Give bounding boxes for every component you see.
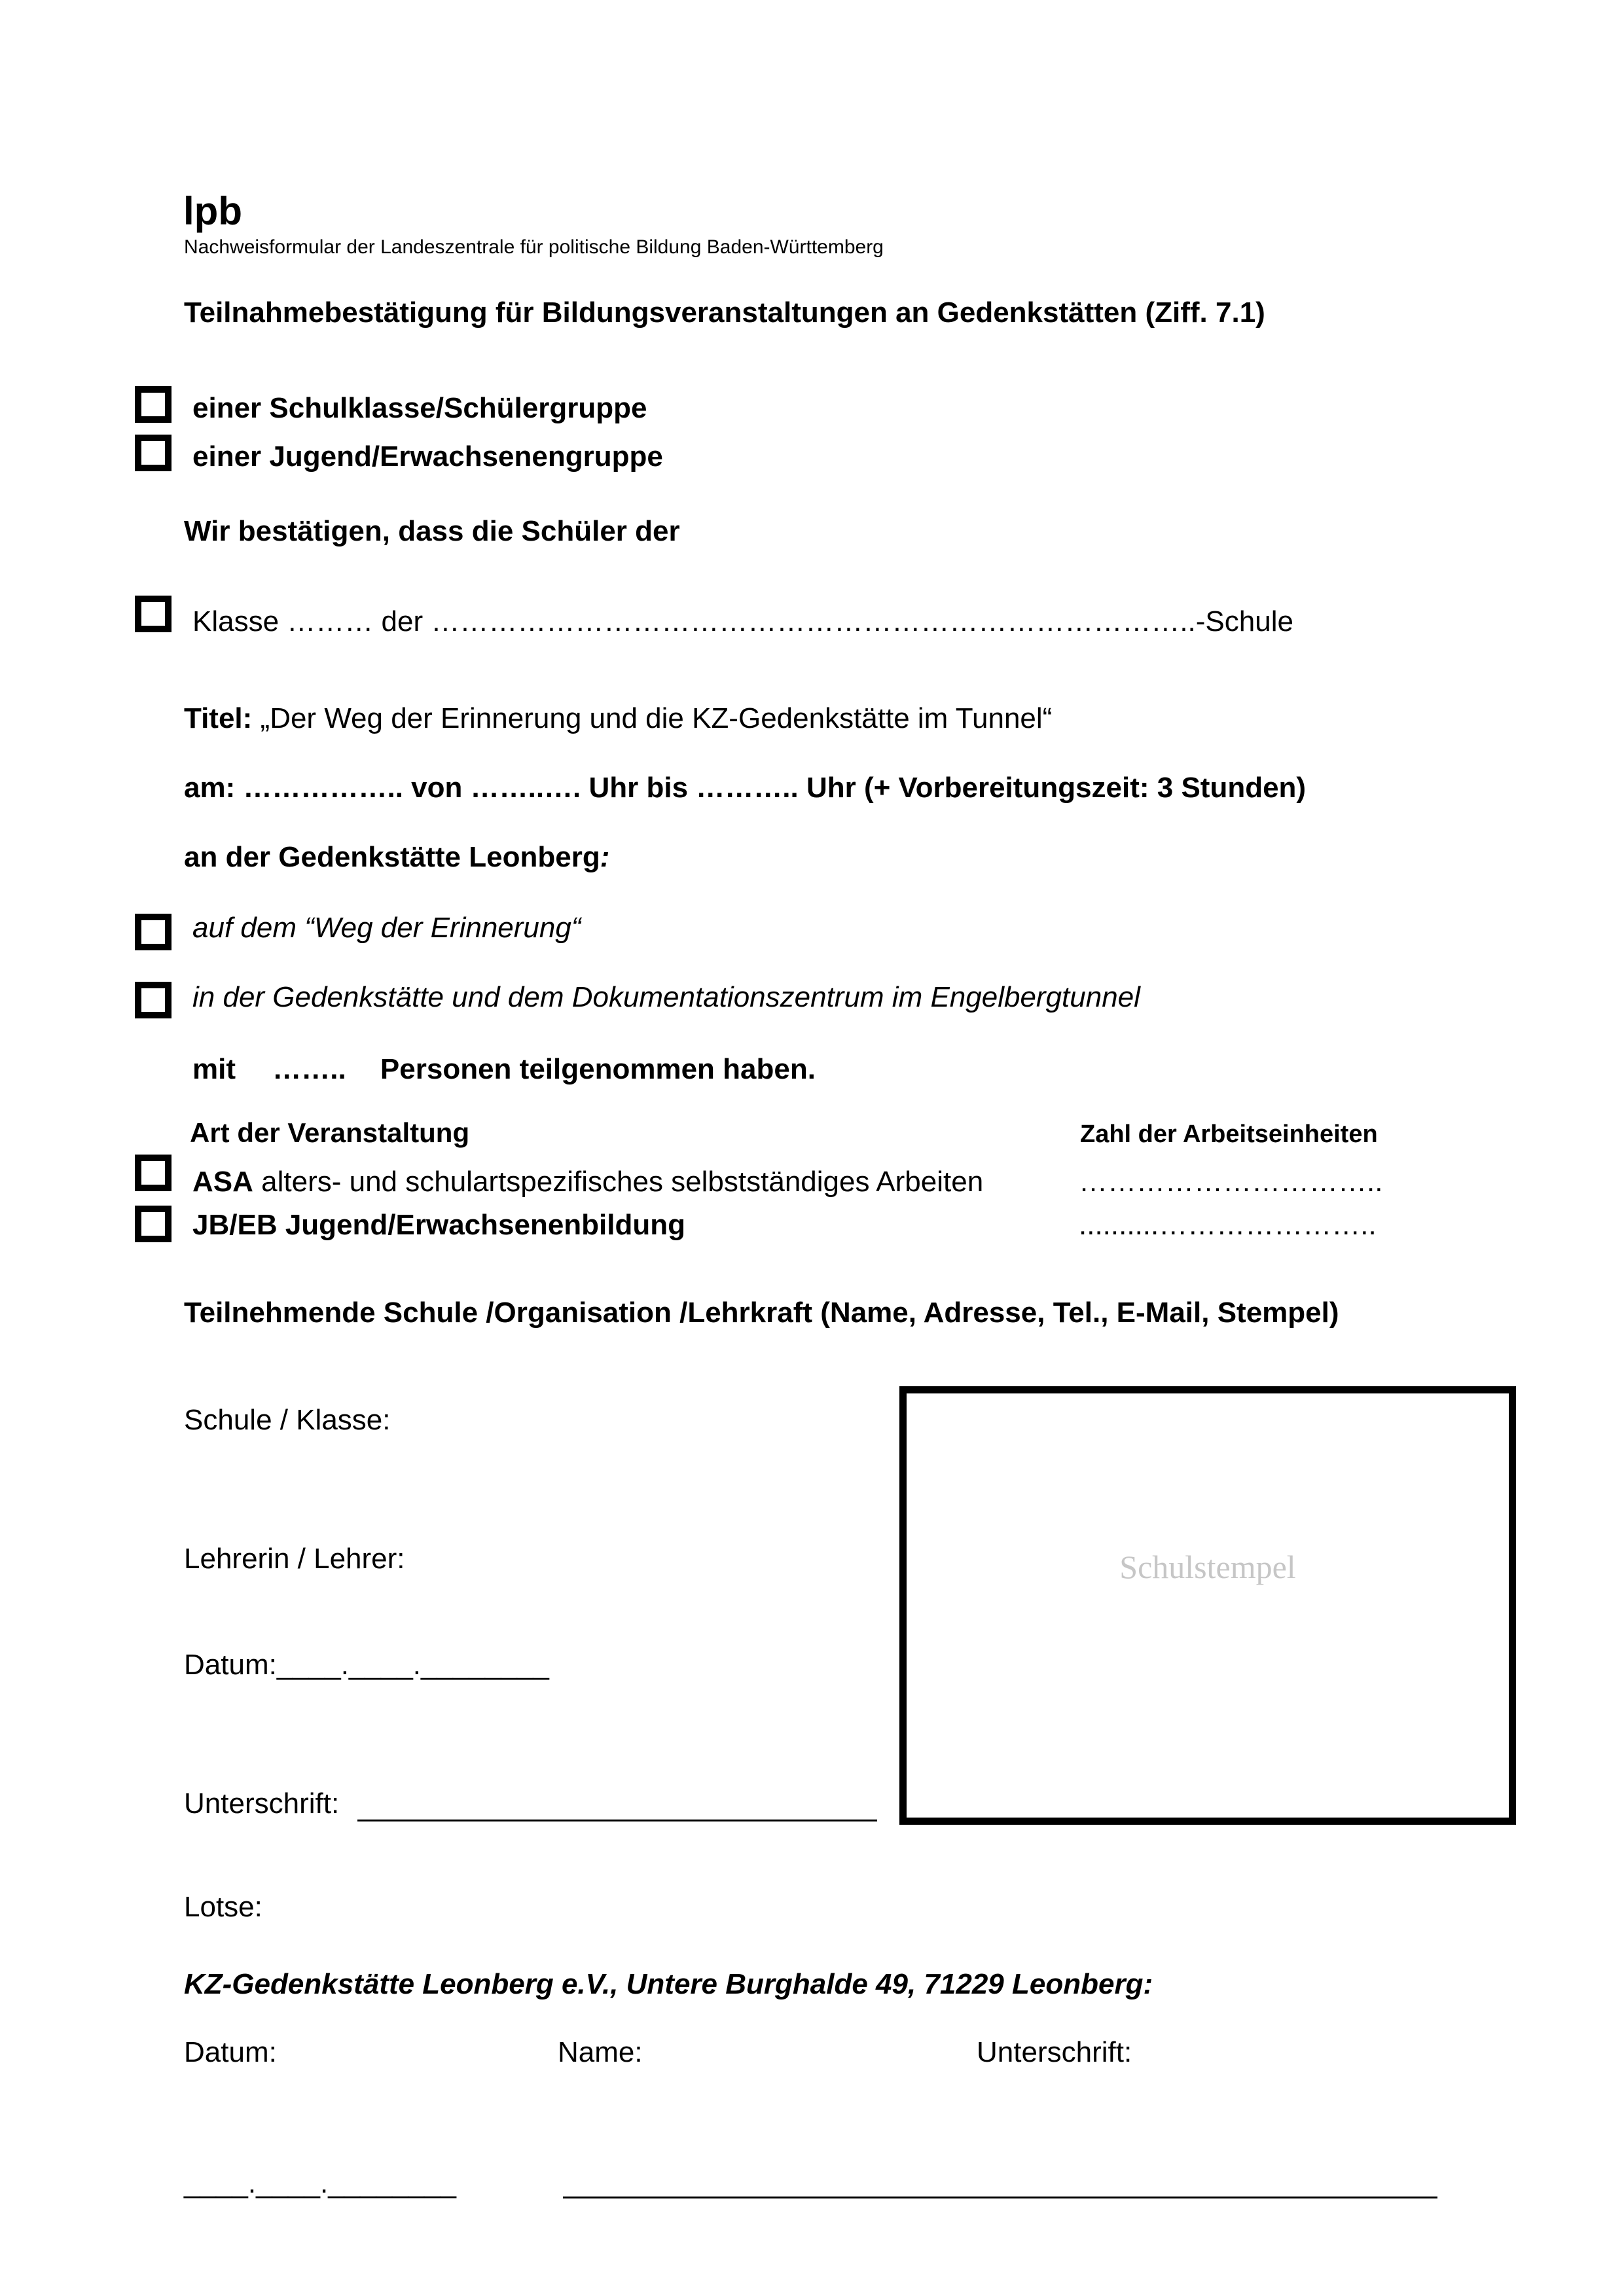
school-class-label: Schule / Klasse: <box>184 1404 391 1436</box>
klasse-checkbox[interactable] <box>135 596 171 632</box>
guide-label: Lotse: <box>184 1891 262 1923</box>
title-line <box>184 702 1052 736</box>
jbeb-label: Jugend/Erwachsenenbildung <box>277 1209 686 1241</box>
asa-label: alters- und schulartspezifisches selbstständiges Arbeiten <box>253 1166 984 1198</box>
date-time-line: am: …………….. von ……..…. Uhr bis ……….. Uhr (+ Vorbereitungszeit: 3 Stunden) <box>184 772 1307 804</box>
title-label: Titel: <box>184 702 253 734</box>
weg-erinnerung-label: auf dem “Weg der Erinnerung“ <box>192 912 581 944</box>
work-units-header: Zahl der Arbeitseinheiten <box>1080 1121 1378 1148</box>
guide-name-signature-line[interactable] <box>563 2197 1437 2198</box>
engelbergtunnel-checkbox[interactable] <box>135 982 171 1018</box>
klasse-schule-line: Klasse ……… der ……………………………………………………………………..-Schule <box>192 605 1293 637</box>
asa-units-blank: ………………………….. <box>1079 1166 1383 1198</box>
jbeb-units-blank: ..........………………….. <box>1079 1209 1377 1241</box>
title-value: „Der Weg der Erinnerung und die KZ-Gedenkstätte im Tunnel“ <box>252 702 1053 734</box>
jbeb-checkbox[interactable] <box>135 1206 171 1242</box>
participants-prefix: mit <box>192 1053 236 1085</box>
guide-signature-label: Unterschrift: <box>977 2036 1132 2068</box>
engelbergtunnel-label: in der Gedenkstätte und dem Dokumentationszentrum im Engelbergtunnel <box>192 981 1140 1013</box>
confirmation-intro: Wir bestätigen, dass die Schüler der <box>184 515 680 547</box>
guide-organization-colon: : <box>1143 1968 1153 2000</box>
guide-date-label: Datum: <box>184 2036 277 2068</box>
guide-name-label: Name: <box>558 2036 643 2068</box>
teacher-label: Lehrerin / Lehrer: <box>184 1543 405 1575</box>
jbeb-code: JB/EB <box>192 1209 278 1241</box>
jugendgruppe-checkbox[interactable] <box>135 435 171 471</box>
form-title: Teilnahmebestätigung für Bildungsveranstaltungen an Gedenkstätten (Ziff. 7.1) <box>184 296 1265 329</box>
jbeb-option <box>192 1208 685 1242</box>
school-date-field[interactable]: Datum:____.____.________ <box>184 1649 549 1681</box>
school-section-heading: Teilnehmende Schule /Organisation /Lehrkraft (Name, Adresse, Tel., E-Mail, Stempel) <box>184 1297 1339 1329</box>
school-signature-line[interactable] <box>357 1820 877 1821</box>
school-signature-label: Unterschrift: <box>184 1787 340 1820</box>
participants-count-blank: …….. <box>272 1053 346 1085</box>
asa-code: ASA <box>192 1166 253 1198</box>
location-colon: : <box>600 841 610 873</box>
logo-text: lpb <box>183 189 242 233</box>
schulklasse-label: einer Schulklasse/Schülergruppe <box>192 392 647 424</box>
event-type-header: Art der Veranstaltung <box>190 1117 470 1148</box>
stamp-placeholder: Schulstempel <box>1119 1549 1296 1585</box>
guide-date-field[interactable]: ____.____.________ <box>184 2167 456 2199</box>
guide-organization: KZ-Gedenkstätte Leonberg e.V., Untere Burghalde 49, 71229 Leonberg <box>184 1968 1144 2000</box>
asa-option <box>192 1165 983 1199</box>
participants-suffix: Personen teilgenommen haben. <box>380 1053 816 1085</box>
school-stamp-box <box>899 1386 1516 1825</box>
participants-line <box>192 1052 816 1086</box>
weg-erinnerung-checkbox[interactable] <box>135 914 171 950</box>
location-line <box>184 840 609 874</box>
schulklasse-checkbox[interactable] <box>135 386 171 423</box>
asa-checkbox[interactable] <box>135 1155 171 1191</box>
form-subtitle: Nachweisformular der Landeszentrale für politische Bildung Baden-Württemberg <box>184 236 884 258</box>
guide-organization-line <box>184 1967 1153 2001</box>
jugendgruppe-label: einer Jugend/Erwachsenengruppe <box>192 440 663 473</box>
location-label: an der Gedenkstätte Leonberg <box>184 841 600 873</box>
